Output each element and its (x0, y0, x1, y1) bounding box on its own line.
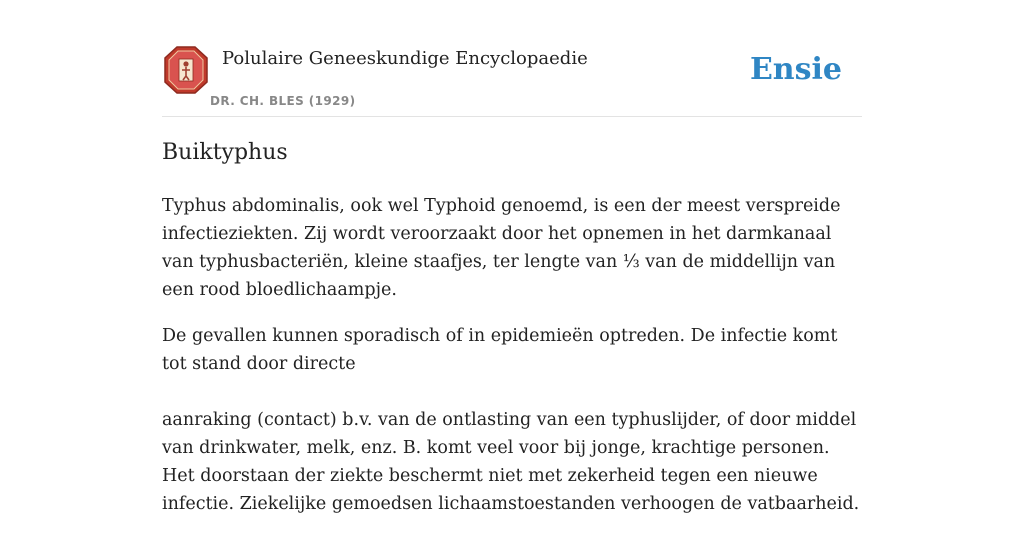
paragraph: aanraking (contact) b.v. van de ontlasting van een typhuslijder, of door middel van drinkwater, melk, enz. B. komt veel voor bij jonge, krachtige personen. Het doorstaan der ziekte beschermt niet met zekerheid tegen een nieuwe infectie. Ziekelijke gemoedsen lichaamstoestanden verhoogen de vatbaarheid. (162, 410, 860, 514)
book-title[interactable]: Polulaire Geneeskundige Encyclopaedie (222, 48, 588, 69)
paragraph: Typhus abdominalis, ook wel Typhoid genoemd, is een der meest verspreide infectieziekten. Zij wordt veroorzaakt door het opnemen in het darmkanaal van typhusbacteriën, kleine staafjes, ter lengte van ⅓ van de middellijn van een rood bloedlichaampje. (162, 196, 841, 300)
red-octagonal-medallion-icon[interactable] (164, 46, 208, 94)
author-line: DR. CH. BLES (1929) (210, 94, 356, 108)
article-title: Buiktyphus (162, 140, 288, 165)
book-header (162, 40, 862, 117)
article-body (162, 192, 862, 536)
paragraph: De gevallen kunnen sporadisch of in epidemieën optreden. De infectie komt tot stand door directe (162, 326, 838, 374)
ensie-logo-link[interactable]: Ensie (749, 52, 842, 87)
